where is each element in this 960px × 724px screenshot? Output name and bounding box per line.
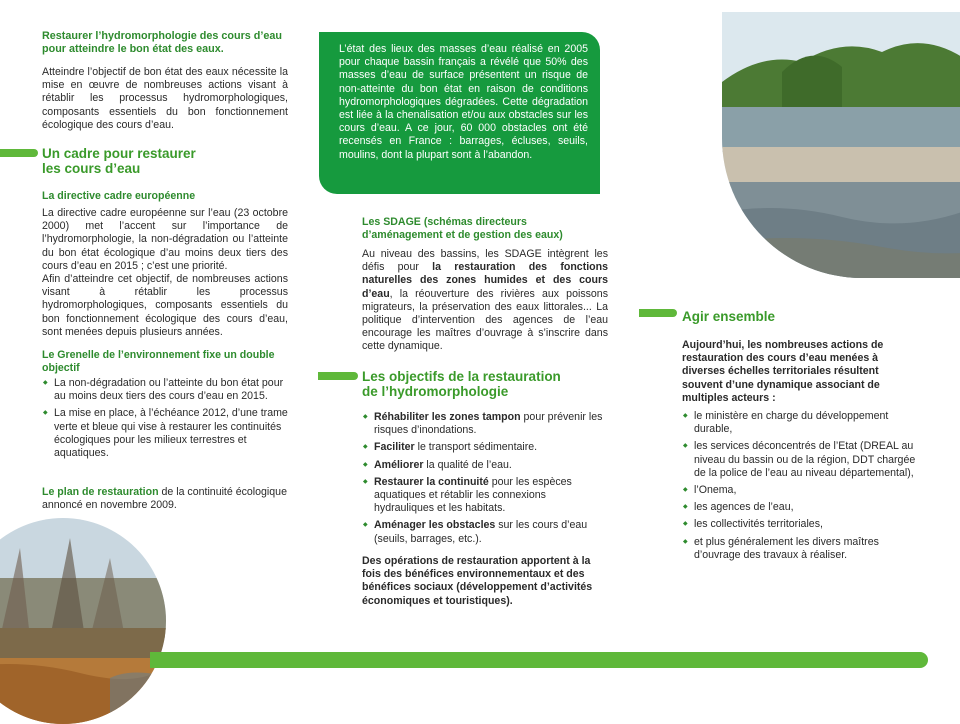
conclusion-text: Des opérations de restauration apportent à la fois des bénéfices environnementaux et des bénéfices sociaux (développement d’activités économiques et touristiques). [362,555,593,607]
dce-text: La directive cadre européenne sur l’eau (23 octobre 2000) met l’accent sur l’importance de l’hydromorphologie, la non-dégradation ou l’atteinte du bon état écologique d’au moins deux tiers des cours d’eau en 2015 ; c’est une priorité. [42,207,288,272]
actors-list [682,410,916,566]
dce-text: Afin d’atteindre cet objectif, de nombreuses actions visant à rétablir les processus hydromorphologiques, composants essentiels du bon fonctionnement écologique des cours d’eau, sont menées depuis plusieurs années. [42,273,288,338]
subhead-dce: La directive cadre européenne [42,190,196,202]
sdage-text [362,248,608,354]
list-item: ◆ Faciliter le transport sédimentaire. [362,441,608,454]
info-box [319,32,600,194]
river-photo [722,12,960,278]
sdage-text-bold: la restauration des fonctions naturelles des zones humides et des cours d’eau [362,261,608,300]
plan-text [42,486,288,512]
section-marker-bar [639,309,677,317]
section-title-line: Un cadre pour restaurer [42,146,196,161]
section-title-objectifs [362,369,608,399]
list-item: ◆ le ministère en charge du développement durable, [682,410,916,436]
list-item: ◆ La non-dégradation ou l’atteinte du bon état pour au moins deux tiers des cours d’eau en 2015. [42,377,288,403]
objectives-list [362,411,608,550]
list-item: ◆ Réhabiliter les zones tampon pour prévenir les risques d’inondations. [362,411,608,437]
list-item: ◆ les services déconcentrés de l’Etat (DREAL au niveau du bassin ou de la région, DDT chargée de la police de l’eau au niveau départemental), [682,440,916,480]
section-title-agir: Agir ensemble [682,309,776,324]
section-marker-bar [318,372,358,380]
footer-band [150,652,928,668]
list-item: ◆ Améliorer la qualité de l’eau. [362,459,608,472]
info-box-text: L’état des lieux des masses d’eau réalisé en 2005 pour chaque bassin français a révélé que 50% des masses d’eau de surface présentent un risque de non-atteinte du bon état en raison de conditions hydromorphologiques dégradées. Cette dégradation est liée à la chenalisation et/ou aux obstacles sur les cours d’eau. A ce jour, 60 000 obstacles ont été recensés en France : barrages, écluses, seuils, moulins, dont la plupart sont à l’abandon. [339,43,588,161]
intro-title: Restaurer l’hydromorphologie des cours d’eau pour atteindre le bon état des eaux. [42,30,282,56]
intro-text: Atteindre l’objectif de bon état des eaux nécessite la mise en œuvre de nombreuses actions visant à rétablir les processus hydromorphologiques, composants essentiels du bon fonctionnement écologique des cours d’eau. [42,66,288,131]
grenelle-list [42,377,288,464]
section-marker-bar [0,149,38,157]
list-item: ◆ l’Onema, [682,484,916,497]
section-title-cadre [42,146,288,176]
list-item: ◆ Restaurer la continuité pour les espèces aquatiques et rétablir les connexions hydrauliques et les habitats. [362,476,608,516]
plan-rest: de la continuité écologique annoncé en novembre 2009. [42,486,287,512]
section-title-line: Les objectifs de la restauration [362,369,561,384]
river-bank-photo [0,518,166,724]
sdage-text-part: , la réouverture des rivières aux poissons migrateurs, la préservation des eaux littorales... La politique d’intervention des agences de l’eau encourage les maîtres d’ouvrage à s’inscrire dans cette dynamique. [362,287,608,353]
list-item: ◆ et plus généralement les divers maîtres d’ouvrage des travaux à réaliser. [682,536,916,562]
plan-bold: Le plan de restauration [42,486,159,498]
section-title-line: les cours d’eau [42,161,141,176]
list-item: ◆ Aménager les obstacles sur les cours d’eau (seuils, barrages, etc.). [362,519,608,545]
list-item: ◆ La mise en place, à l’échéance 2012, d’une trame verte et bleue qui vise à restaurer les continuités écologiques pour les milieux terrestres et aquatiques. [42,407,288,460]
list-item: ◆ les collectivités territoriales, [682,518,916,531]
subhead-grenelle: Le Grenelle de l’environnement fixe un double objectif [42,349,275,375]
river-illustration [722,12,960,278]
sdage-text-part: Au niveau des bassins, les SDAGE intègrent les défis pour [362,248,608,274]
landscape-illustration [0,518,166,724]
list-item: ◆ les agences de l’eau, [682,501,916,514]
agir-intro: Aujourd’hui, les nombreuses actions de restauration des cours d’eau menées à diverses échelles territoriales résultent souvent d’une dynamique associant de multiples acteurs : [682,339,884,404]
section-title-line: de l’hydromorphologie [362,384,509,399]
sdage-title: Les SDAGE (schémas directeurs d’aménagement et de gestion des eaux) [362,216,563,242]
